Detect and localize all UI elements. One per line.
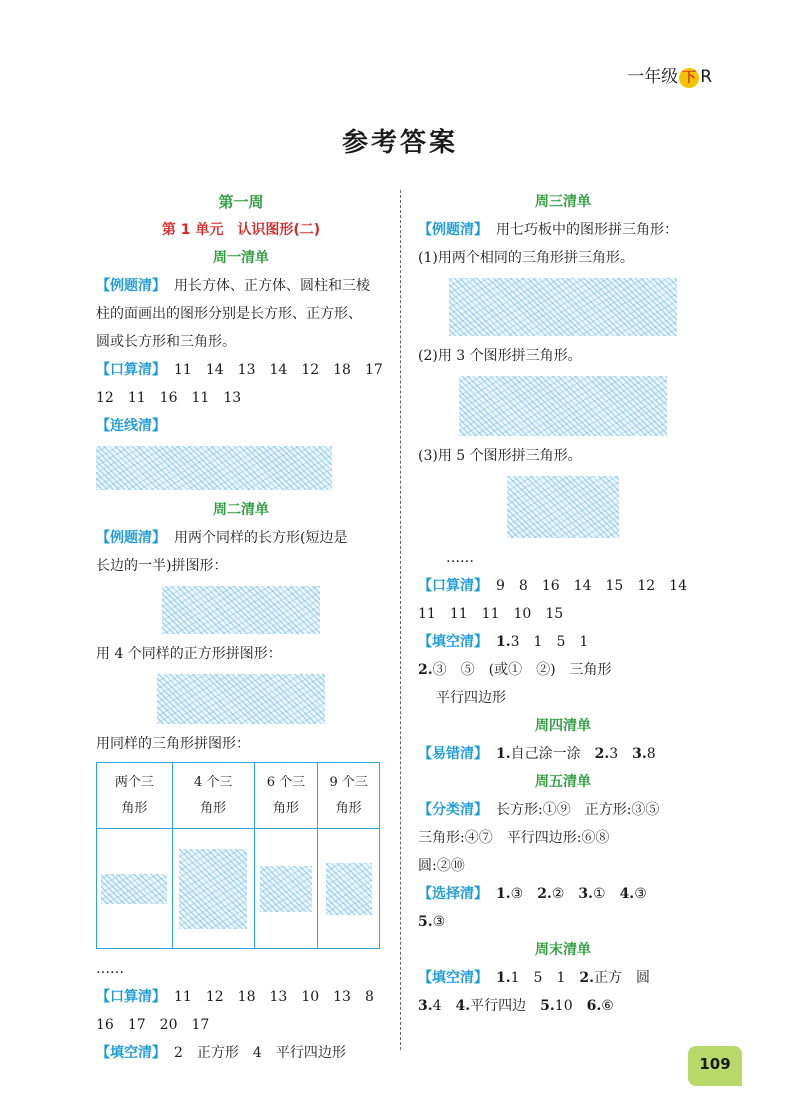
table-header-cell: 两个三 角形 (97, 763, 173, 829)
tue-oral-tag: 【口算清】 (96, 989, 166, 1005)
tue-square-text: 用 4 个同样的正方形拼图形： (96, 646, 282, 662)
mon-oral-row-1: 【口算清】 11 14 13 14 12 18 17 (96, 362, 383, 378)
wed-p2: (2)用 3 个图形拼三角形。 (418, 348, 582, 364)
wed-p1: (1)用两个相同的三角形拼三角形。 (418, 250, 634, 266)
two-triangles-figure (101, 874, 167, 904)
table-header-cell: 6 个三 角形 (254, 763, 318, 829)
wed-example-tag: 【例题清】 (418, 222, 488, 238)
table-header-cell: 4 个三 角形 (172, 763, 254, 829)
matching-lines-figure (96, 446, 332, 490)
fri-class-line-2: 三角形:④⑦ 平行四边形:⑥⑧ (418, 830, 610, 846)
thu-err-tag: 【易错清】 (418, 746, 488, 762)
mon-example-line-3: 圆或长方形和三角形。 (96, 334, 236, 350)
fri-choice-line-2: 5.③ (418, 914, 446, 930)
fri-class-line-3: 圆:②⑩ (418, 858, 465, 874)
wed-fill-line-2: 2.③ ⑤ (或① ②) 三角形 (418, 662, 612, 678)
tuesday-heading: 周二清单 (213, 502, 269, 518)
grade-label (627, 62, 712, 88)
mon-link-line (96, 412, 386, 440)
tangram-three-figure (459, 376, 667, 436)
thursday-heading: 周四清单 (535, 718, 591, 734)
four-triangles-figure (179, 849, 247, 929)
fri-class-tag: 【分类清】 (418, 802, 488, 818)
wed-ellipsis: …… (446, 550, 474, 566)
mon-example-line-2: 柱的面画出的图形分别是长方形、正方形、 (96, 306, 362, 322)
mon-example-line-1: 【例题清】 用长方体、正方体、圆柱和三棱 (96, 278, 370, 294)
mon-link-tag: 【连线清】 (96, 418, 166, 434)
weekend-heading: 周末清单 (535, 942, 591, 958)
table-figure-cell (172, 829, 254, 949)
page-number: 109 (688, 1046, 742, 1086)
thu-err-line: 【易错清】 1.自己涂一涂 2.3 3.8 (418, 746, 656, 762)
wed-p3: (3)用 5 个图形拼三角形。 (418, 448, 582, 464)
tangram-two-figure (449, 278, 677, 336)
week-heading: 第一周 (218, 193, 264, 211)
weekend-fill-line-2: 3.4 4.平行四边 5.10 6.⑥ (418, 998, 614, 1014)
table-header-cell: 9 个三 角形 (318, 763, 380, 829)
triangle-table (96, 762, 380, 949)
left-column (96, 188, 386, 1067)
column-divider (400, 190, 401, 1050)
table-figure-cell (318, 829, 380, 949)
tue-example-line-2: 长边的一半)拼图形： (96, 558, 228, 574)
wed-oral-row-1: 【口算清】 9 8 16 14 15 12 14 (418, 578, 687, 594)
tue-fill-tag: 【填空清】 (96, 1045, 166, 1061)
wed-fill-tag: 【填空清】 (418, 634, 488, 650)
fri-class-line-1: 【分类清】 长方形:①⑨ 正方形:③⑤ (418, 802, 660, 818)
tue-ellipsis: …… (96, 961, 124, 977)
wed-example-line: 【例题清】 用七巧板中的图形拼三角形： (418, 222, 678, 238)
tue-oral-row-2: 16 17 20 17 (96, 1017, 210, 1033)
friday-heading: 周五清单 (535, 774, 591, 790)
mon-oral-tag: 【口算清】 (96, 362, 166, 378)
wed-oral-row-2: 11 11 11 10 15 (418, 606, 564, 622)
tue-triangle-text: 用同样的三角形拼图形： (96, 736, 250, 752)
weekend-fill-tag: 【填空清】 (418, 970, 488, 986)
tue-fill-line: 【填空清】 2 正方形 4 平行四边形 (96, 1045, 346, 1061)
table-figure-cell (254, 829, 318, 949)
unit-heading: 第 1 单元 认识图形(二) (161, 222, 321, 238)
wed-fill-line-1: 【填空清】 1.3 1 5 1 (418, 634, 589, 650)
squares-figure (157, 674, 325, 724)
nine-triangles-figure (326, 863, 372, 915)
tue-example-tag: 【例题清】 (96, 530, 166, 546)
wed-oral-tag: 【口算清】 (418, 578, 488, 594)
table-figure-cell (97, 829, 173, 949)
page-title: 参考答案 (341, 128, 458, 158)
wednesday-heading: 周三清单 (535, 194, 591, 210)
mon-example-tag: 【例题清】 (96, 278, 166, 294)
tue-example-line-1: 【例题清】 用两个同样的长方形(短边是 (96, 530, 348, 546)
grade-text: 一年级 (627, 67, 679, 87)
weekend-fill-line-1: 【填空清】 1.1 5 1 2.正方 圆 (418, 970, 650, 986)
grade-term-badge: 下 (679, 68, 699, 88)
rectangles-figure (162, 586, 320, 634)
monday-heading: 周一清单 (213, 250, 269, 266)
grade-edition: R (700, 67, 712, 87)
fri-choice-tag: 【选择清】 (418, 886, 488, 902)
tue-oral-row-1: 【口算清】 11 12 18 13 10 13 8 (96, 989, 374, 1005)
tangram-five-figure (507, 476, 619, 538)
six-triangles-figure (260, 866, 312, 912)
right-column (418, 188, 708, 1020)
mon-oral-row-2: 12 11 16 11 13 (96, 390, 242, 406)
fri-choice-line-1: 【选择清】 1.③ 2.② 3.① 4.③ (418, 886, 647, 902)
wed-fill-line-3: 平行四边形 (436, 690, 506, 706)
